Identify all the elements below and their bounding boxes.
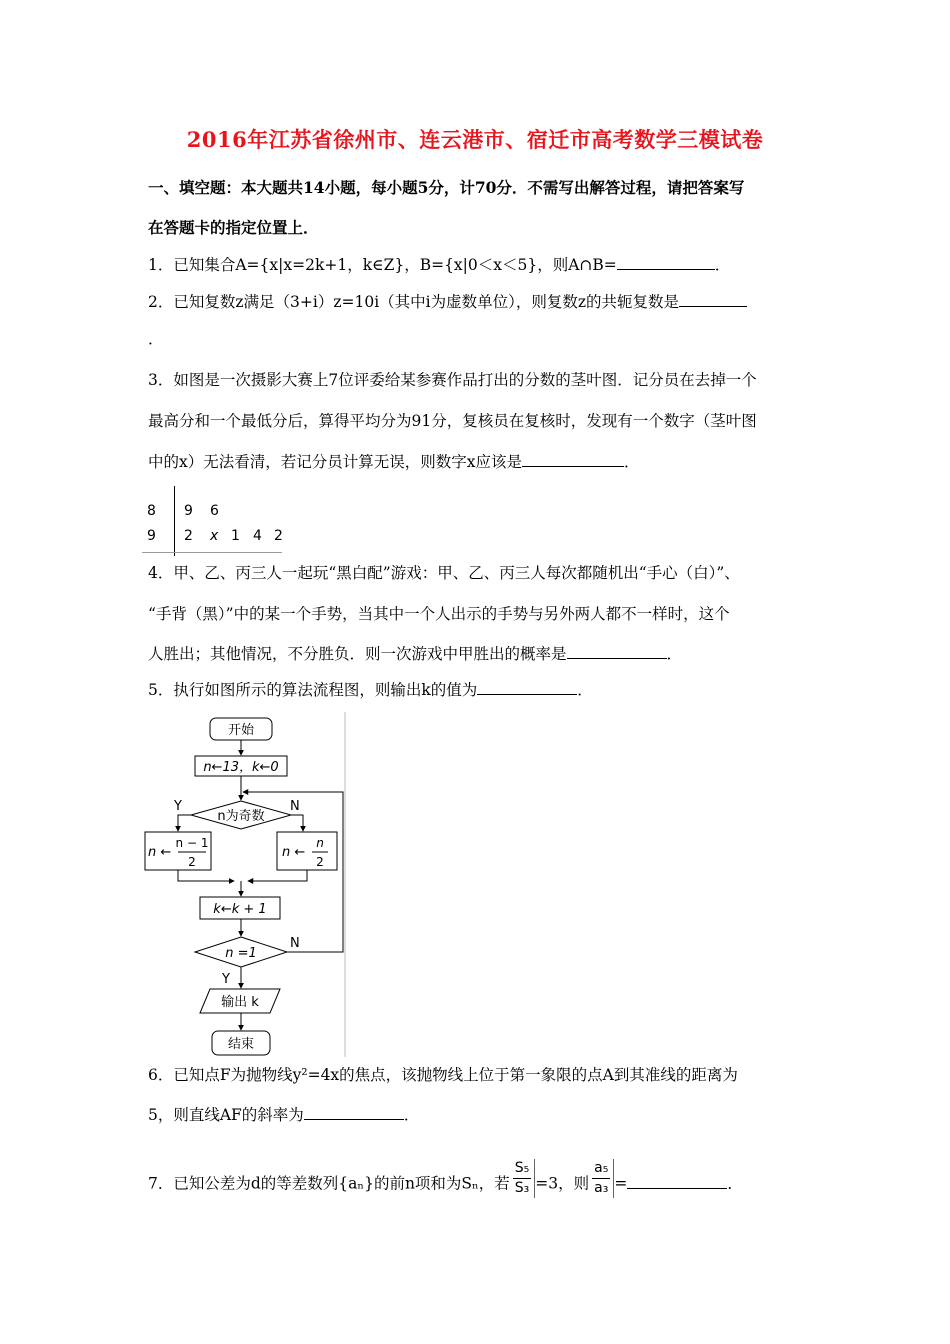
odd-denominator: 2	[188, 855, 196, 869]
no-label: N	[290, 799, 300, 814]
section-heading-line2: 在答题卡的指定位置上．	[148, 218, 319, 237]
answer-blank	[627, 1174, 727, 1189]
question-5	[148, 679, 593, 701]
even-numerator: n	[316, 836, 324, 850]
question-6-line2-text: 5，则直线AF的斜率为	[148, 1106, 304, 1124]
leaf-value: 2	[184, 528, 193, 544]
period: ．	[714, 256, 731, 274]
question-4-line1: 4．甲、乙、丙三人一起玩“黑白配”游戏：甲、乙、丙三人每次都随机出“手心（白）”、	[148, 564, 740, 582]
period: ．	[403, 1106, 420, 1124]
period: ．	[624, 453, 640, 471]
stem-value: 9	[147, 528, 156, 544]
stem-divider	[174, 486, 175, 556]
end-label: 结束	[227, 1037, 255, 1052]
answer-blank	[522, 452, 624, 467]
increment-label: k←k + 1	[213, 902, 267, 917]
answer-blank	[477, 680, 577, 695]
question-7-mid: =3，则	[535, 1174, 590, 1193]
period: ．	[577, 681, 593, 699]
question-4-line3-text: 人胜出；其他情况，不分胜负．则一次游戏中甲胜出的概率是	[148, 645, 567, 663]
even-denominator: 2	[316, 855, 324, 869]
question-3-line2: 最高分和一个最低分后，算得平均分为91分，复核员在复核时，发现有一个数字（茎叶图	[148, 412, 757, 430]
question-1-text: 1．已知集合A={x|x=2k+1，k∈Z}，B={x|0＜x＜5}，则A∩B=	[148, 256, 617, 274]
leaf-value-x: x	[210, 528, 219, 544]
period: ．	[666, 645, 683, 663]
flowchart	[140, 712, 355, 1062]
ratio-numerator: S₅	[513, 1159, 532, 1179]
question-1	[148, 254, 730, 276]
stem-bottom-rule	[142, 552, 282, 553]
leaf-value: 6	[210, 503, 219, 519]
stem-value: 8	[147, 503, 156, 519]
yes-label: Y	[174, 799, 182, 814]
start-label: 开始	[227, 723, 255, 738]
question-6-line2	[148, 1104, 419, 1126]
one-decision-label: n =1	[225, 946, 257, 961]
no-label-2: N	[290, 936, 300, 951]
question-3-line3-text: 中的x）无法看清，若记分员计算无误，则数字x应该是	[148, 453, 522, 471]
ratio-numerator: a₅	[592, 1159, 610, 1179]
odd-decision-label: n为奇数	[217, 809, 265, 824]
leaf-value: 4	[253, 528, 262, 544]
answer-blank	[617, 255, 715, 270]
question-4-line3	[148, 643, 682, 665]
section-heading-line1: 一、填空题：本大题共14小题，每小题5分，计70分．不需写出解答过程，请把答案写	[148, 178, 745, 197]
odd-assign-label: n ←	[148, 845, 172, 860]
stem-leaf-plot	[142, 490, 287, 556]
init-label: n←13，k←0	[203, 760, 279, 775]
question-5-text: 5．执行如图所示的算法流程图，则输出k的值为	[148, 681, 478, 699]
leaf-value: 9	[184, 503, 193, 519]
question-3-line1: 3．如图是一次摄影大赛上7位评委给某参赛作品打出的分数的茎叶图．记分员在去掉一个	[148, 371, 757, 389]
ratio-denominator: S₃	[514, 1180, 530, 1196]
leaf-value: 2	[274, 528, 283, 544]
question-4-line2: “手背（黑）”中的某一个手势，当其中一个人出示的手势与另外两人都不一样时，这个	[148, 605, 730, 623]
yes-label-2: Y	[222, 972, 230, 987]
answer-blank	[679, 292, 747, 307]
question-2-text: 2．已知复数z满足（3+i）z=10i（其中i为虚数单位），则复数z的共轭复数是	[148, 293, 680, 311]
question-6-line1: 6．已知点F为抛物线y²=4x的焦点，该抛物线上位于第一象限的点A到其准线的距离为	[148, 1066, 738, 1084]
ratio-s5-s3	[510, 1159, 536, 1198]
odd-numerator: n − 1	[175, 836, 209, 850]
period: ．	[727, 1174, 743, 1193]
question-2	[148, 291, 747, 313]
question-7-text: 7．已知公差为d的等差数列{aₙ}的前n项和为Sₙ，若	[148, 1174, 510, 1193]
output-label: 输出 k	[221, 995, 259, 1010]
equals-sign: =	[614, 1174, 628, 1193]
question-3-line3	[148, 451, 640, 473]
question-2-period: ．	[148, 330, 164, 348]
answer-blank	[567, 644, 667, 659]
paper-title: 2016年江苏省徐州市、连云港市、宿迁市高考数学三模试卷	[186, 127, 764, 152]
ratio-a5-a3	[589, 1159, 614, 1198]
even-assign-label: n ←	[282, 845, 306, 860]
leaf-value: 1	[231, 528, 240, 544]
answer-blank	[304, 1105, 404, 1120]
ratio-denominator: a₃	[594, 1180, 609, 1196]
question-7	[148, 1160, 743, 1204]
